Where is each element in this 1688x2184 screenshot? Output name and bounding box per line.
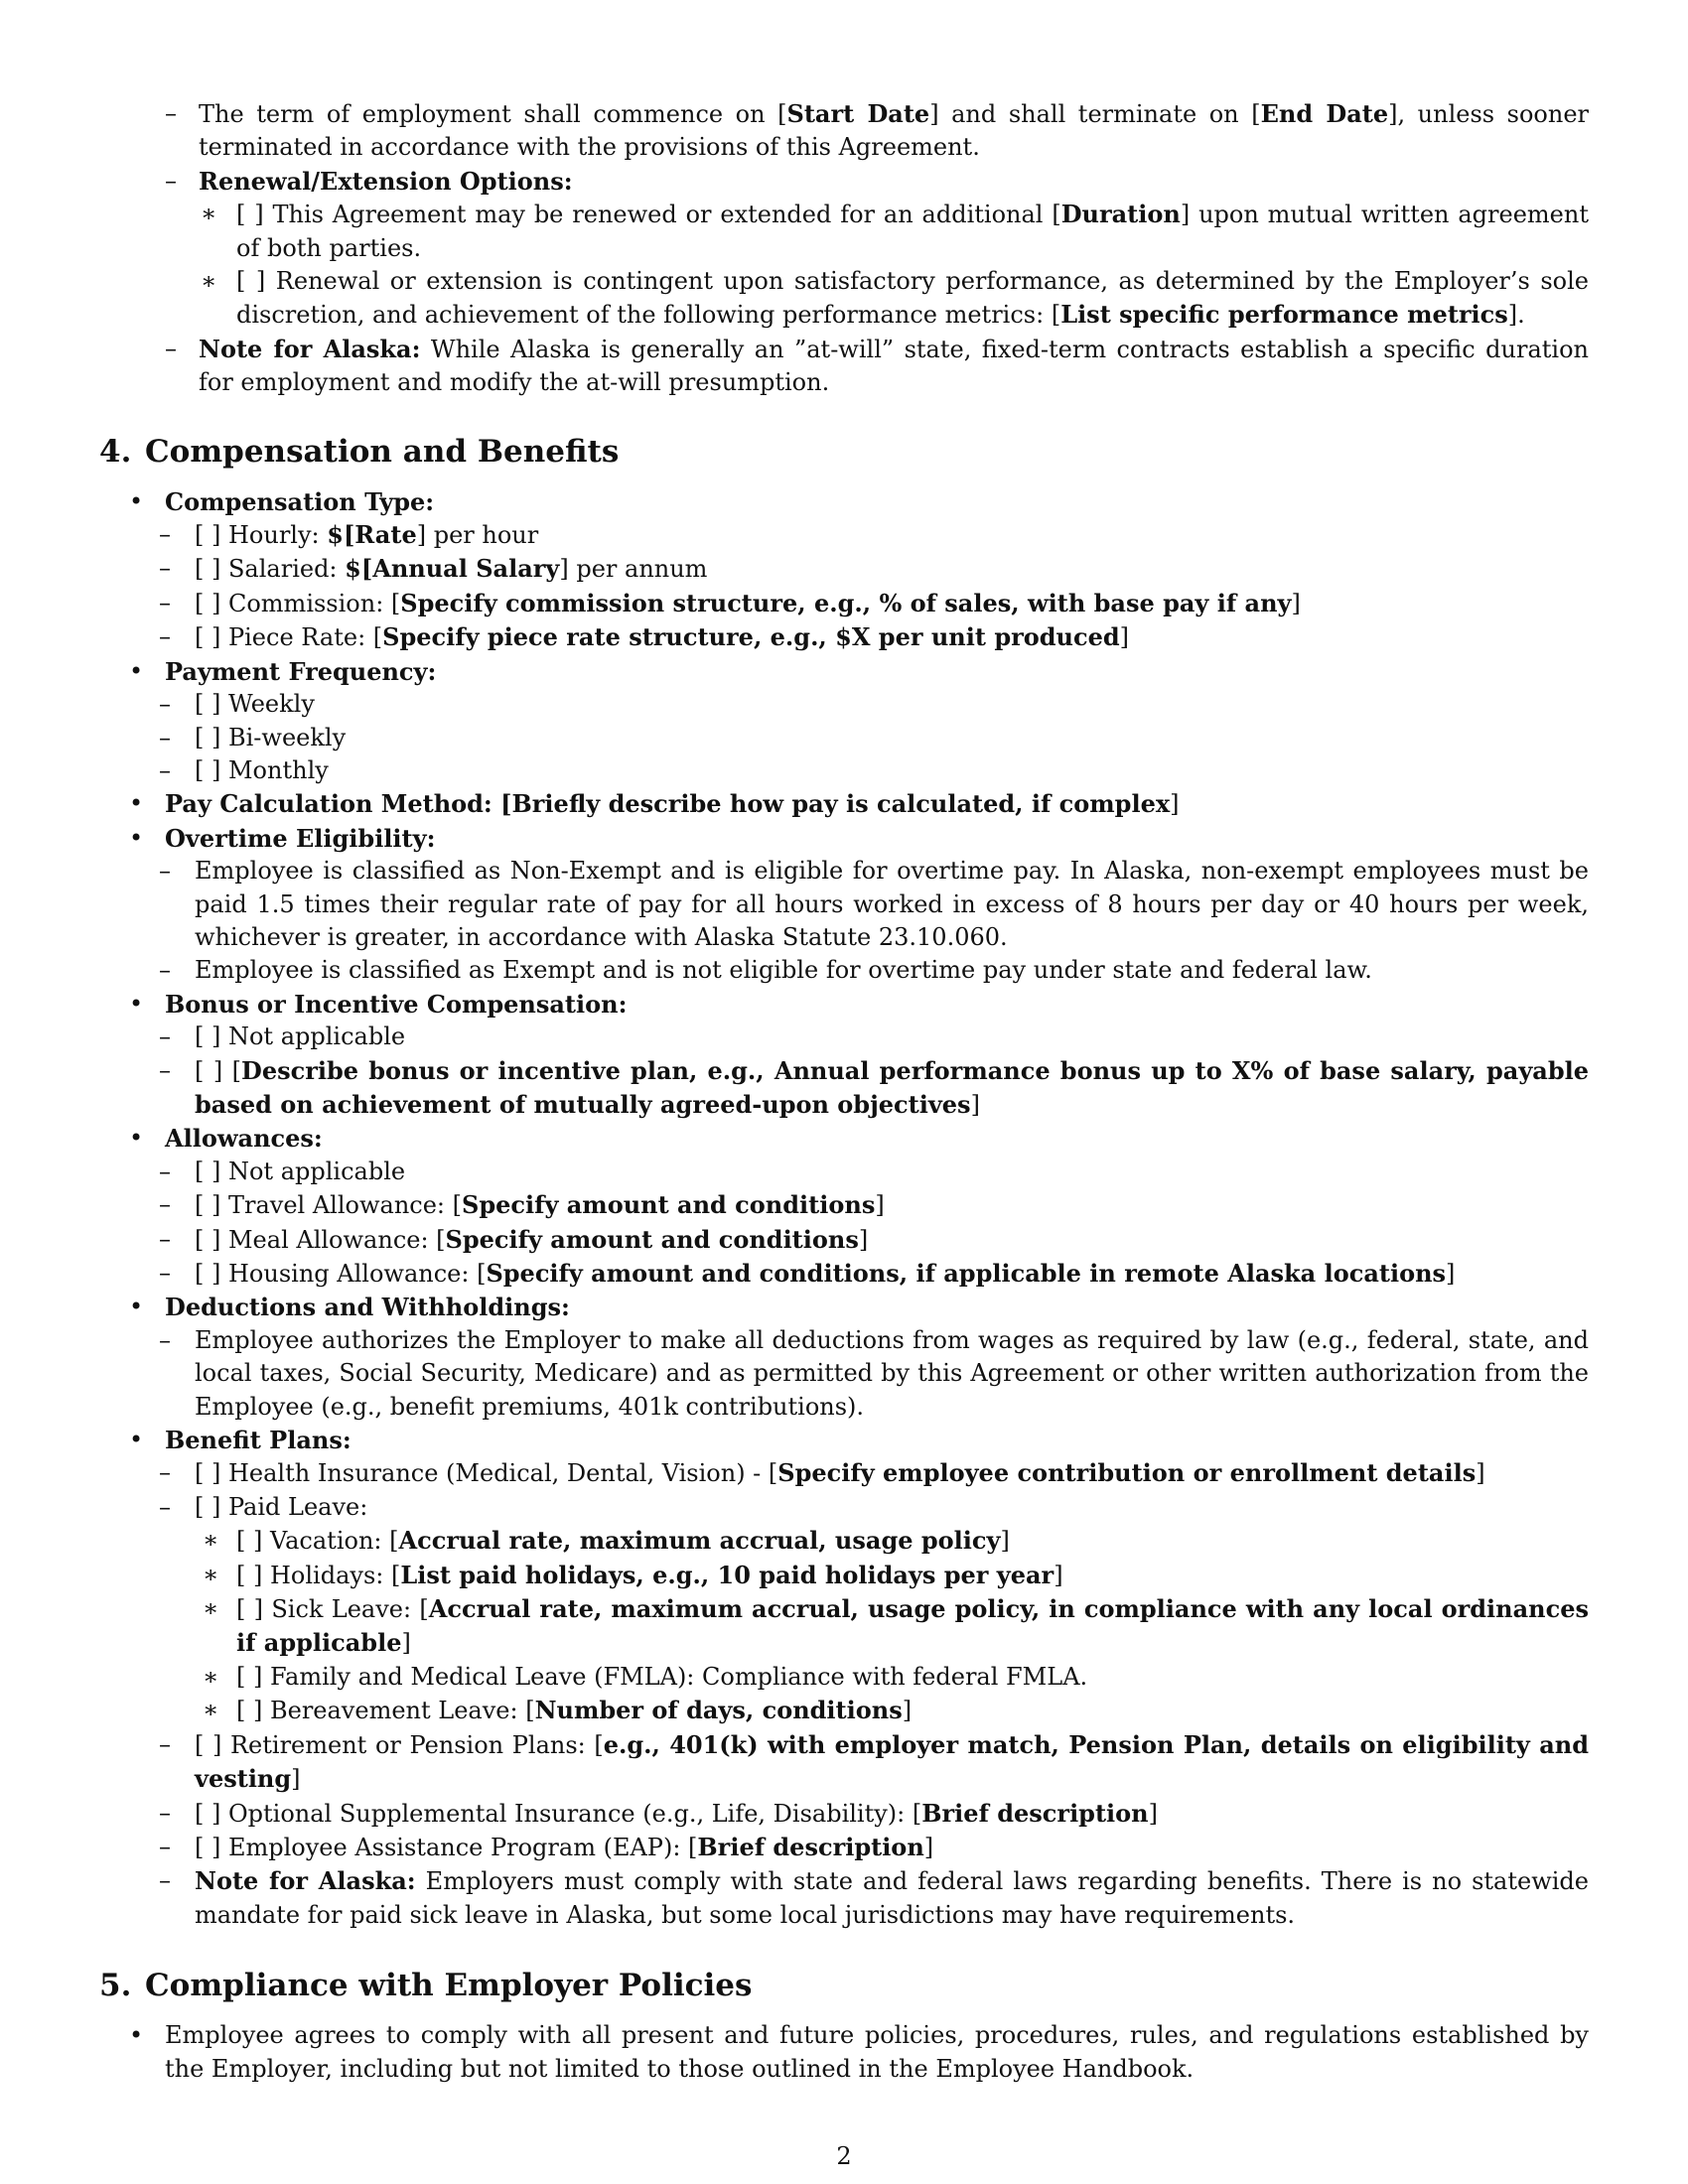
bullet-marker: • [129,789,144,818]
page-content [99,97,1589,2086]
list-item [129,822,1589,988]
list-item [129,655,1589,788]
dash-marker: – [159,1325,171,1354]
bullet-marker: • [129,656,144,685]
dash-marker: – [159,1055,171,1084]
text-run: ] [902,1697,913,1725]
list-item [173,198,1589,265]
placeholder: Specify amount and conditions, if applicable in remote Alaska locations [486,1259,1447,1288]
list-item [131,587,1589,620]
bullet-marker: • [129,2021,144,2050]
list-item [131,1223,1589,1257]
note-label: Note for Alaska: [199,334,421,363]
placeholder: Brief description [921,1798,1149,1828]
text-run: [ ] Not applicable [195,1023,406,1051]
item-label: Allowances: [165,1124,323,1154]
text-run: ], unless sooner terminated in accordance with the provisions of this Agreement. [199,100,1589,162]
text-run: ] [1476,1459,1485,1488]
compensation-list [99,485,1589,1932]
note-label: Note for Alaska: [195,1866,416,1896]
star-marker: ∗ [203,1594,219,1623]
item-label: Pay Calculation Method: [Briefly describe how pay is calculated, if complex [165,789,1171,819]
dash-marker: – [159,622,171,651]
bullet-marker: • [129,823,144,852]
list-item [185,1559,1589,1592]
dash-marker: – [159,554,171,583]
sublist [131,688,1589,787]
list-item [131,1728,1589,1797]
text-run: [ ] Housing Allowance: [ [195,1260,487,1288]
list-item [185,1592,1589,1661]
text-run: [ ] Optional Supplemental Insurance (e.g., Life, Disability): [ [195,1799,922,1828]
placeholder-metrics: List specific performance metrics [1060,300,1508,330]
note-text: While Alaska is generally an ”at-will” state, fixed-term contracts establish a specific duration for employment and modify the at-will presumption. [199,335,1590,397]
text-run: [ ] Retirement or Pension Plans: [ [195,1730,604,1759]
star-marker: ∗ [203,1662,219,1691]
list-item [131,518,1589,552]
dash-marker: – [159,1259,171,1287]
list-item [129,165,1589,333]
list-item [129,97,1589,165]
placeholder: Specify piece rate structure, e.g., $X per unit produced [382,622,1120,652]
list-item [131,688,1589,721]
dash-marker: – [165,334,177,362]
text-run: [ ] Sick Leave: [ [236,1595,429,1624]
placeholder: e.g., 401(k) with employer match, Pension Plan, details on eligibility and vesting [195,1729,1589,1794]
bullet-marker: • [129,1426,144,1454]
option-weekly: [ ] Weekly [195,690,315,719]
item-label: Compensation Type: [165,486,435,516]
policy-list [99,2019,1589,2086]
dash-marker: – [159,1023,171,1051]
dash-marker: – [159,520,171,549]
dash-marker: – [159,1832,171,1860]
bullet-marker: • [129,989,144,1018]
dash-marker: – [159,1224,171,1253]
text-run: [ ] Hourly: [195,521,328,550]
text-run: ] and shall terminate on [ [929,100,1261,128]
section-number: 5. [99,1968,132,2004]
placeholder: List paid holidays, e.g., 10 paid holidays per year [400,1560,1055,1589]
text-run: ] [970,1090,980,1119]
section-title: Compensation and Benefits [145,433,620,470]
section-number: 4. [99,433,132,470]
text-run: [ ] Family and Medical Leave (FMLA): Compliance with federal FMLA. [236,1662,1088,1691]
section-heading [99,432,1589,472]
text-run: ] [858,1225,869,1254]
placeholder: Specify amount and conditions [462,1190,876,1220]
text-run: ] [923,1833,934,1861]
list-item [131,1864,1589,1932]
list-item [129,988,1589,1123]
text-run: [ ] Travel Allowance: [ [195,1191,463,1220]
sublist [131,1021,1589,1122]
sublist [131,855,1589,988]
sublist [131,518,1589,655]
text-run: ] [1000,1527,1010,1556]
placeholder: Accrual rate, maximum accrual, usage policy, in compliance with any local ordinances if applicable [236,1594,1589,1658]
dash-marker: – [159,588,171,616]
option-biweekly: [ ] Bi-weekly [195,723,347,751]
bullet-marker: • [129,1293,144,1321]
text-run: ] [1291,589,1301,617]
bullet-marker: • [129,486,144,515]
dash-marker: – [165,99,177,127]
text-run: [ ] [ [195,1056,242,1085]
text-run: ] per hour [416,521,539,550]
placeholder: Specify commission structure, e.g., % of sales, with base pay if any [400,588,1292,617]
list-item [131,754,1589,787]
text-run: ] upon mutual written agreement of both parties. [236,201,1589,262]
section-title: Compliance with Employer Policies [145,1968,753,2004]
text-run: [ ] Bereavement Leave: [ [236,1697,535,1725]
section-heading [99,1966,1589,2005]
list-item [131,1156,1589,1188]
list-item [131,1188,1589,1222]
star-marker: ∗ [201,200,217,228]
dash-marker: – [159,1866,171,1895]
deductions-text: Employee authorizes the Employer to make all deductions from wages as required by law (e.g., federal, state, and local taxes, Social Security, Medicare) and as permitted by this Agreement or other written authorization from the Employee (e.g., benefit premiums, 401k contributions). [195,1325,1589,1421]
text-run: [ ] Vacation: [ [236,1527,399,1556]
option-monthly: [ ] Monthly [195,755,329,784]
list-item [131,552,1589,586]
page-number: 2 [836,2142,852,2170]
bullet-marker: • [129,1124,144,1153]
dash-marker: – [159,1190,171,1219]
list-item [131,1021,1589,1053]
list-item [131,1456,1589,1490]
placeholder: Brief description [697,1832,924,1861]
list-item [131,954,1589,987]
text-run: [ ] Holidays: [ [236,1561,401,1589]
text-run: ]. [1507,301,1525,330]
dash-marker: – [159,755,171,784]
text-run: ] [1119,623,1130,652]
placeholder-end-date: End Date [1260,99,1389,128]
list-item [129,1291,1589,1424]
list-item [129,333,1589,400]
dash-marker: – [159,690,171,719]
overtime-exempt-text: Employee is classified as Exempt and is not eligible for overtime pay under state and federal law. [195,956,1372,985]
dash-marker: – [159,1492,171,1521]
text-run: ] [1054,1561,1063,1589]
text-run: [ ] Meal Allowance: [ [195,1225,446,1254]
dash-marker: – [159,956,171,985]
text-run: [ ] This Agreement may be renewed or extended for an additional [ [236,201,1061,229]
item-label: Deductions and Withholdings: [165,1293,570,1322]
dash-marker: – [159,857,171,886]
text-run: [ ] Salaried: [195,555,346,584]
placeholder: Specify employee contribution or enrollment details [777,1458,1477,1488]
list-item [131,1831,1589,1864]
text-run: ] [1446,1260,1456,1288]
list-item [185,1694,1589,1727]
leave-sublist [185,1524,1589,1727]
star-marker: ∗ [203,1526,219,1555]
star-marker: ∗ [203,1560,219,1588]
list-item [129,1424,1589,1932]
list-item [173,265,1589,333]
list-item [131,1797,1589,1831]
dash-marker: – [159,1157,171,1185]
list-item [185,1524,1589,1558]
dash-marker: – [159,1458,171,1487]
star-marker: ∗ [201,267,217,296]
text-run: ] [1148,1799,1158,1828]
text-run: [ ] Not applicable [195,1157,406,1185]
text-run: ] [401,1629,411,1658]
dash-marker: – [159,1729,171,1758]
text-run: [ ] Health Insurance (Medical, Dental, Vision) - [ [195,1459,778,1488]
text-run: The term of employment shall commence on [ [199,100,787,128]
dash-marker: – [159,723,171,751]
dash-marker: – [165,166,177,195]
item-label: Payment Frequency: [165,656,437,686]
renewal-sublist [173,198,1589,333]
item-label: Bonus or Incentive Compensation: [165,989,628,1019]
sublist [131,1324,1589,1424]
placeholder: $[Rate [327,520,417,550]
text-run: [ ] Commission: [ [195,589,401,617]
text-run: [ ] Paid Leave: [195,1492,368,1521]
list-item [131,1324,1589,1424]
text-run: ] [875,1191,885,1220]
text-run: ] [1170,790,1180,819]
list-item [131,1491,1589,1728]
list-item [131,855,1589,954]
renewal-options-label: Renewal/Extension Options: [199,166,573,196]
placeholder-start-date: Start Date [786,99,930,128]
note-text: Employers must comply with state and federal laws regarding benefits. There is no statewide mandate for paid sick leave in Alaska, but some local jurisdictions may have requirements. [195,1867,1589,1929]
placeholder: Specify amount and conditions [445,1224,859,1254]
placeholder-duration: Duration [1060,200,1181,229]
item-label: Benefit Plans: [165,1426,352,1455]
list-item [131,1054,1589,1123]
overtime-nonexempt-text: Employee is classified as Non-Exempt and is eligible for overtime pay. In Alaska, non-exempt employees must be paid 1.5 times their regular rate of pay for all hours worked in excess of 8 hours per day or 40 hours per week, whichever is greater, in accordance with Alaska Statute 23.10.060. [195,857,1589,951]
list-item [129,1122,1589,1291]
text-run: [ ] Employee Assistance Program (EAP): [ [195,1833,698,1861]
text-run: [ ] Renewal or extension is contingent upon satisfactory performance, as determined by the Employer’s sole discretion, and achievement of the following performance metrics: [ [236,267,1589,330]
placeholder: Describe bonus or incentive plan, e.g., Annual performance bonus up to X% of base salary, payable based on achievement of mutually agreed-upon objectives [195,1055,1589,1119]
list-item [129,485,1589,655]
text-run: ] per annum [559,555,708,584]
text-run: [ ] Piece Rate: [ [195,623,383,652]
policy-text: Employee agrees to comply with all present and future policies, procedures, rules, and regulations established by the Employer, including but not limited to those outlined in the Employee Handbook. [165,2021,1589,2083]
placeholder: Number of days, conditions [534,1696,903,1725]
text-run: ] [291,1765,301,1794]
list-item [131,620,1589,654]
sublist [131,1156,1589,1292]
item-label: Overtime Eligibility: [165,823,436,853]
list-item [185,1661,1589,1694]
list-item [131,722,1589,754]
star-marker: ∗ [203,1696,219,1724]
list-item [129,2019,1589,2086]
sublist [131,1456,1589,1932]
placeholder: $[Annual Salary [345,554,560,584]
term-list [99,97,1589,400]
placeholder: Accrual rate, maximum accrual, usage policy [398,1526,1001,1556]
list-item [129,787,1589,821]
dash-marker: – [159,1798,171,1827]
list-item [131,1257,1589,1291]
